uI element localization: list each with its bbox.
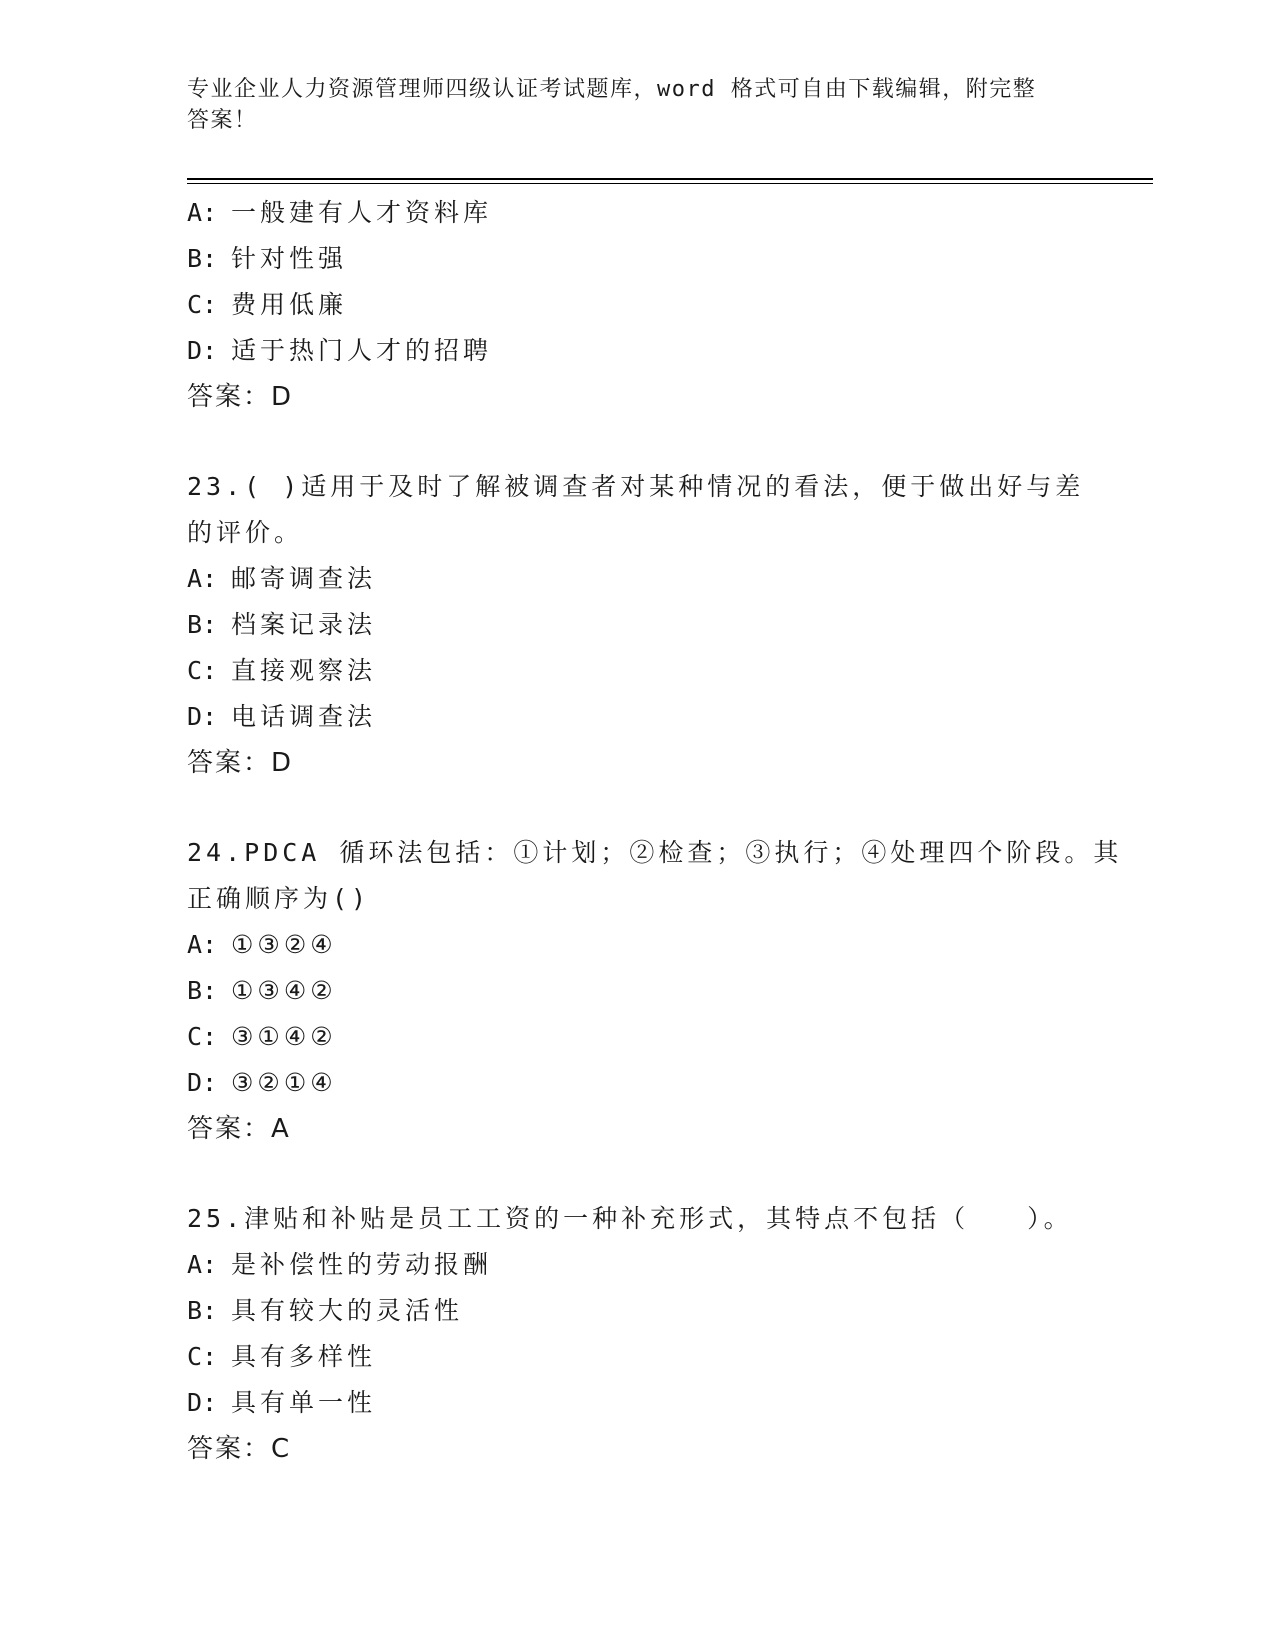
- question-block-25: [187, 1196, 1087, 1472]
- question-stem-line: 25.津贴和补贴是员工工资的一种补充形式，其特点不包括（ ）。: [187, 1204, 1073, 1233]
- header-divider: [187, 178, 1153, 184]
- option-b: B: ①③④②: [187, 976, 337, 1005]
- question-stem-line: 正确顺序为(): [187, 884, 371, 913]
- option-a: A: 一般建有人才资料库: [187, 198, 493, 227]
- question-list: [187, 190, 1123, 1516]
- option-a: A: ①③②④: [187, 930, 337, 959]
- answer-line: 答案：D: [187, 382, 294, 412]
- option-c: C: 直接观察法: [187, 656, 377, 685]
- answer-line: 答案：A: [187, 1114, 291, 1144]
- answer-line: 答案：D: [187, 748, 294, 778]
- option-a: A: 邮寄调查法: [187, 564, 377, 593]
- question-block-24: [187, 830, 1123, 1152]
- option-c: C: 费用低廉: [187, 290, 348, 319]
- answer-line: 答案：C: [187, 1434, 292, 1464]
- question-stem-line: 24.PDCA 循环法包括：①计划；②检查；③执行；④处理四个阶段。其: [187, 838, 1123, 867]
- question-block-23: [187, 464, 1087, 786]
- option-c: C: 具有多样性: [187, 1342, 377, 1371]
- option-b: B: 针对性强: [187, 244, 348, 273]
- option-d: D: ③②①④: [187, 1068, 337, 1097]
- option-d: D: 具有单一性: [187, 1388, 377, 1417]
- question-block-22: [187, 190, 1087, 420]
- option-d: D: 电话调查法: [187, 702, 377, 731]
- option-b: B: 档案记录法: [187, 610, 377, 639]
- document-header: [187, 74, 1087, 136]
- header-line-1: 专业企业人力资源管理师四级认证考试题库，word 格式可自由下载编辑，附完整: [187, 77, 1037, 102]
- option-d: D: 适于热门人才的招聘: [187, 336, 493, 365]
- option-c: C: ③①④②: [187, 1022, 337, 1051]
- option-a: A: 是补偿性的劳动报酬: [187, 1250, 493, 1279]
- option-b: B: 具有较大的灵活性: [187, 1296, 464, 1325]
- question-stem-line: 的评价。: [187, 518, 304, 547]
- question-stem-line: 23.( )适用于及时了解被调查者对某种情况的看法，便于做出好与差: [187, 472, 1085, 501]
- header-line-2: 答案！: [187, 108, 258, 133]
